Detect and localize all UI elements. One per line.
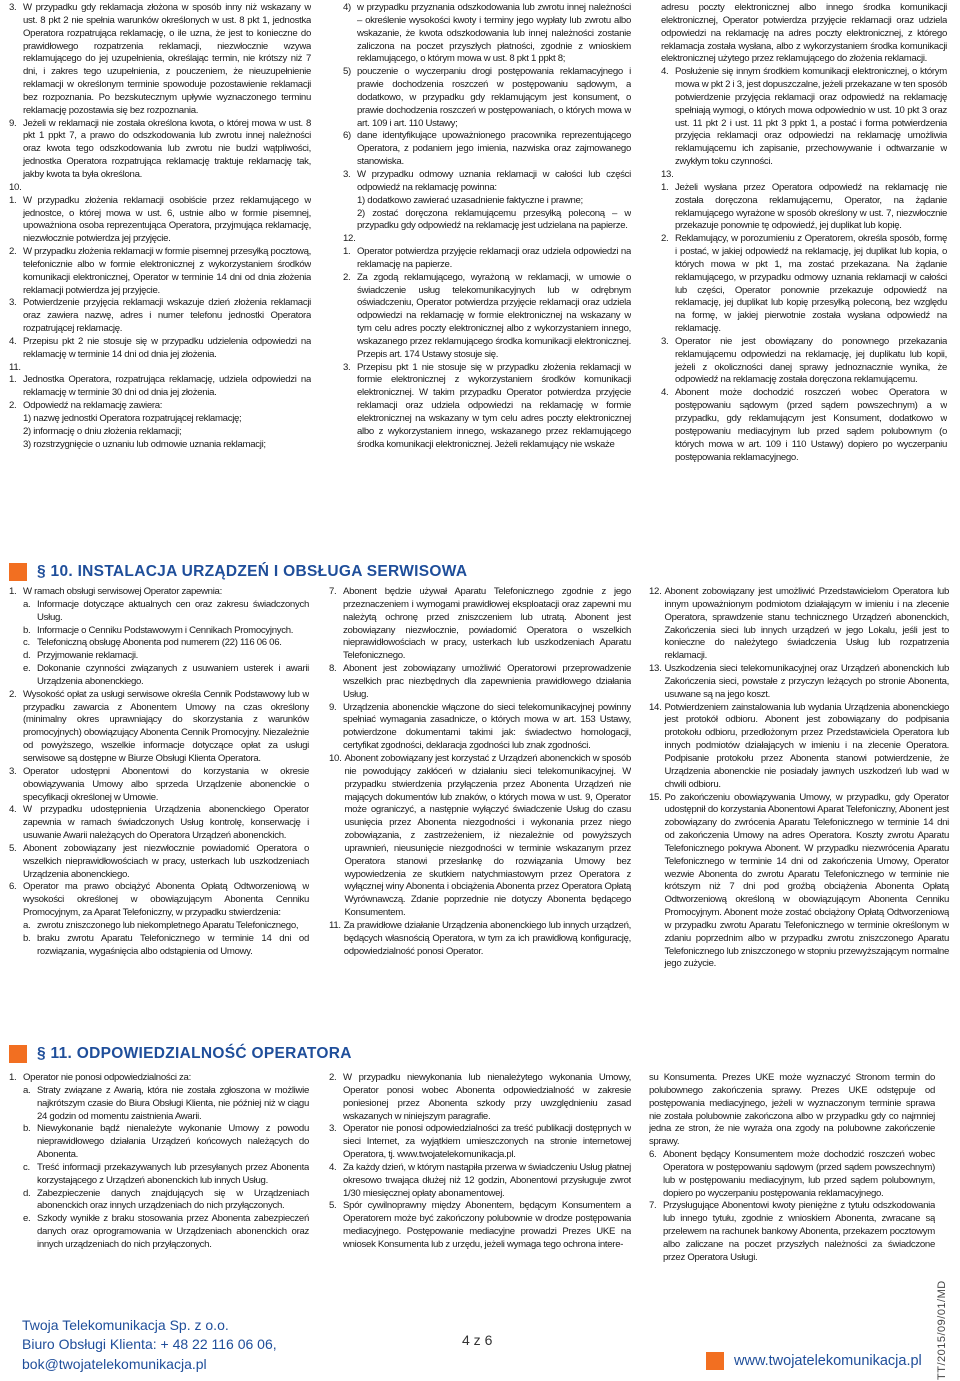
footer-contact — [22, 1316, 277, 1374]
clause-number: 7. — [329, 586, 337, 597]
clause-number: b. — [23, 932, 31, 944]
clause-text: W przypadku udostępnienia Urządzenia abonenckiego Operator zapewnia w ramach świadczonych Usług kontrolę, konserwację i usuwanie Awarii należących do Operatora Urządzeń abonenckich. — [23, 804, 309, 842]
clause-item — [9, 297, 311, 336]
clause-item — [343, 272, 631, 362]
clause-item — [649, 1072, 935, 1149]
clause-text: Jednostka Operatora, rozpatrująca reklamację, udziela odpowiedzi na reklamację w terminie 30 dni od dnia jej złożenia. — [23, 374, 311, 399]
clause-text: adresu poczty elektronicznej albo innego środka komunikacji elektronicznej, Operator potwierdza przyjęcie reklamacji oraz udziela odpowiedzi na reklamację na adres poczty elektronicznej, z którego reklamacja została wysłana, albo z wykorzystaniem środka komunikacji elektronicznej użytego przez reklamującego do złożenia reklamacji. — [661, 2, 947, 65]
clause-text: Operator udostępni Abonentowi do korzystania w okresie obowiązywania Umowy albo sprzeda Urządzenie abonenckie o specyfikacji określonej w Umowie. — [23, 765, 309, 803]
clause-number: 3. — [343, 361, 351, 373]
clause-text: Treść informacji przekazywanych lub przesyłanych przez Abonenta korzystającego z Urządzeń abonenckich lub innych Usług. — [37, 1161, 309, 1186]
clause-text: pouczenie o wyczerpaniu drogi postępowania reklamacyjnego i prawie dochodzenia roszczeń w postępowaniu sądowym, a dodatkowo, w przypadku gdy reklamującym jest konsument, o prawie dochodzenia roszczeń w postępowaniach, o których mowa w art. 109 i art. 110 Ustawy; — [357, 66, 631, 129]
clause-text: w przypadku przyznania odszkodowania lub zwrotu innej należności – określenie wysokości kwoty i terminy jego wypłaty lub zwrotu albo wskazanie, że kwota odszkodowania lub innej należności zostanie zaliczona na poczet przyszłych płatności, zgodnie z wnioskiem reklamującego, o którym mowa w ust. 8 pkt 1 ppkt 8; — [357, 2, 631, 65]
clause-text: Odpowiedź na reklamację zawiera: — [23, 400, 163, 412]
clause-text: dane identyfikujące upoważnionego pracownika reprezentującego Operatora, z podaniem jego imienia, nazwiska oraz zajmowanego stanowiska. — [357, 130, 631, 168]
clause-text: W przypadku złożenia reklamacji osobiście przez reklamującego w jednostce, o której mowa w ust. 6, ustnie albo w formie pisemnej, upoważniona osoba reprezentująca Operatora, przyjmująca reklamację, niezwłocznie potwierdza jej przyjęcie. — [23, 194, 311, 245]
website-link[interactable]: www.twojatelekomunikacja.pl — [734, 1353, 922, 1369]
clause-number — [343, 195, 357, 208]
clause-item — [9, 625, 309, 638]
clause-text: Wysokość opłat za usługi serwisowe określa Cennik Podstawowy lub w przypadku zawarcia z Abonentem Umowy na czas określony (minimalny okres uprawniający do skorzystania z warunków promocyjnych) obowiązujący Abonenta Cennik Promocyjny. Niezależnie od powyższego, wszelkie informacje dotyczące opłat za usługi serwisowe są dostępne w Biurze Obsługi Klienta Operatora. — [23, 688, 309, 764]
clause-number: 1. — [9, 1072, 17, 1083]
clause-number: 4. — [329, 1161, 337, 1173]
clause-number: 2. — [661, 233, 669, 245]
clause-item — [649, 1149, 935, 1200]
clause-number: c. — [23, 1161, 30, 1173]
clause-item — [9, 586, 309, 599]
clause-text: Abonent zobowiązany jest niezwłocznie powiadomić Operatora o wszelkich nieprawidłowościach w pracy, usterkach lub uszkodzeniach Urządzenia abonenckiego. — [23, 842, 309, 880]
clause-item — [343, 169, 631, 195]
clause-item — [9, 195, 311, 246]
clause-text: Dokonanie czynności związanych z usuwaniem usterek i awarii Urządzenia abonenckiego. — [37, 663, 309, 687]
clause-number: 15. — [649, 791, 662, 803]
clause-text: Operator nie ponosi odpowiedzialności za treść publikacji dostępnych w sieci Internet, za wyjątkiem umieszczonych na stronie internetowej Operatora, tj. www.twojatelekomunikacja.pl. — [343, 1123, 631, 1161]
clause-item — [9, 637, 309, 650]
clause-item — [661, 66, 947, 169]
clause-item — [9, 374, 311, 400]
clause-text: Abonent będący Konsumentem może dochodzić roszczeń wobec Operatora w postępowaniu sądowym (przed sądem powszechnym) lub w postępowaniu mediacyjnym, lub przed sądem polubownym, dopiero po wyczerpaniu postępowania reklamacyjnego. — [663, 1149, 935, 1199]
clause-number: 7. — [649, 1200, 657, 1212]
clause-text: Zabezpieczenie danych znajdujących się w Urządzeniach abonenckich oraz innych urządzeniach do nich przyłączonych. — [37, 1187, 309, 1212]
section-10-title: § 10. INSTALACJA URZĄDZEŃ I OBSŁUGA SERWISOWA — [37, 563, 468, 580]
clause-text: W przypadku gdy reklamacja złożona w sposób inny niż wskazany w ust. 8 pkt 2 nie spełnia warunków określonych w ust. 8 pkt 1, jednostka Operatora rozpatrująca reklamację, o ile uzna, że jest to konieczne do prawidłowego rozpatrzenia reklamacji, niezwłocznie wzywa reklamującego do jej uzupełnienia, określając termin, nie krótszy niż 7 dni, i zakres tego uzupełnienia, z pouczeniem, że nieuzupełnienie reklamacji w określonym terminie spowoduje pozostawienie reklamacji bez rozpoznania. Po bezskutecznym upływie wyznaczonego terminu reklamację pozostawia się bez rozpoznania. — [23, 2, 311, 116]
clause-item — [329, 586, 631, 663]
clause-number: c. — [23, 637, 30, 649]
clause-text: 2) informację o dniu złożenia reklamacji; — [23, 425, 182, 437]
clause-text: 3) rozstrzygnięcie o uznaniu lub odmowie uznania reklamacji; — [23, 438, 266, 450]
clause-number: 1. — [343, 246, 351, 258]
clause-number: a. — [23, 1084, 31, 1096]
clause-item — [329, 1200, 631, 1251]
clause-number: 2. — [9, 246, 17, 258]
clause-number — [9, 426, 23, 439]
clause-number: 5. — [329, 1200, 337, 1212]
sec11-col-3 — [649, 1072, 935, 1302]
clause-item — [343, 362, 631, 452]
clause-item — [9, 439, 311, 452]
clause-number: 1. — [9, 374, 17, 386]
clause-text: Jeżeli wysłana przez Operatora odpowiedź na reklamację nie została doręczona reklamującemu, Operator, na żądanie reklamującego wyrażone w sposób określony w ust. 7, niezwłocznie przekazuje ponownie tę odpowiedź, jej duplikat lub kopię. — [675, 181, 947, 232]
section-11-header — [9, 1043, 352, 1065]
top-col-3 — [661, 2, 947, 520]
clause-text — [24, 362, 311, 375]
clause-number: 8. — [329, 663, 337, 675]
clause-number — [343, 208, 357, 234]
document-id: TT/2015/09/01/MD — [936, 1280, 948, 1380]
clause-text: Niewykonanie bądź nienależyte wykonanie Umowy z powodu nieprawidłowego działania Urządzeń końcowych należących do Abonenta. — [37, 1123, 309, 1161]
clause-item — [9, 689, 309, 766]
clause-number: 6. — [9, 881, 17, 893]
clause-text: Posłużenie się innym środkiem komunikacji elektronicznej, o którym mowa w pkt 2 i 3, jest dopuszczalne, jeżeli przekazane w ten sposób potwierdzenie przyjęcia reklamacji oraz odpowiedź na reklamację spełniają wymogi, o których mowa odpowiednio w ust. 10 pkt 3 oraz ust. 11 pkt 2 i ust. 11 pkt 3 ppkt 1, a postać i forma potwierdzenia przyjęcia reklamacji oraz odpowiedzi na reklamację umożliwia reklamującemu ich zapisanie, przechowywanie i odtwarzanie w zwykłym toku czynności. — [675, 66, 947, 168]
clause-number: 5) — [343, 66, 351, 78]
clause-number: 13. — [661, 168, 674, 180]
clause-number: 9. — [9, 117, 17, 129]
clause-item — [9, 1188, 309, 1214]
clause-number: 9. — [329, 701, 337, 713]
clause-item — [343, 66, 631, 130]
clause-number: 2. — [343, 271, 351, 283]
clause-item — [9, 426, 311, 439]
section-marker-square — [9, 1045, 27, 1063]
clause-item — [9, 118, 311, 182]
clause-item — [9, 1123, 309, 1162]
clause-number: 3. — [9, 765, 17, 777]
section-10-body — [0, 586, 960, 1006]
clause-item — [649, 702, 949, 792]
clause-number: 1. — [9, 586, 17, 597]
clause-text: W przypadku złożenia reklamacji w formie pisemnej przesyłką pocztową, telefonicznie albo w formie elektronicznej z wykorzystaniem środków komunikacji elektronicznej, Operator w terminie 14 dni od dnia złożenia reklamacji potwierdza jej przyjęcie. — [23, 246, 311, 296]
footer-email[interactable]: bok@twojatelekomunikacja.pl — [22, 1355, 207, 1372]
clause-item — [9, 1085, 309, 1124]
clause-number: 3. — [9, 2, 17, 13]
clause-item — [9, 881, 309, 920]
clause-text: Telefoniczną obsługę Abonenta pod numerem (22) 116 06 06. — [37, 637, 282, 649]
clause-number: 10. — [9, 181, 22, 193]
sec11-col-2 — [329, 1072, 631, 1302]
clause-text: Przysługujące Abonentowi kwoty pieniężne z tytułu odszkodowania lub innego tytułu, zgodnie z wnioskiem Abonenta, zwracane są przelewem na rachunek bankowy Abonenta, przekazem pocztowym albo zaliczane na poczet przyszłych należności za świadczone przez Operatora Usługi. — [663, 1200, 935, 1263]
clause-text: su Konsumenta. Prezes UKE może wyznaczyć Stronom termin do polubownego zakończenia sprawy. Prezes UKE odstępuje od postępowania mediacyjnego, jeżeli w wyznaczonym terminie sprawa nie została polubownie zakończona albo w przypadku gdy co najmniej jedna ze stron, że nie wyraża ona zgody na polubowne zakończenie sprawy. — [649, 1072, 935, 1148]
clause-item — [9, 1072, 309, 1085]
clause-item — [329, 1072, 631, 1123]
clause-item — [343, 2, 631, 66]
clause-item — [9, 766, 309, 805]
clause-number: e. — [23, 1213, 31, 1225]
clause-text: Za prawidłowe działanie Urządzenia abonenckiego lub innych urządzeń, będących własnością Operatora, w tym za ich prawidłową konfigurację, odpowiedzialność ponosi Operator. — [343, 919, 631, 957]
sec11-col-1 — [9, 1072, 309, 1302]
clause-item — [9, 804, 309, 843]
clause-item — [9, 400, 311, 413]
top-col-2 — [343, 2, 631, 520]
clause-item — [329, 753, 631, 920]
clause-text: W ramach obsługi serwisowej Operator zapewnia: — [23, 586, 222, 597]
section-10-header — [9, 561, 467, 583]
clause-text: Abonent może dochodzić roszczeń wobec Operatora w postępowaniu sądowym (przed sądem powszechnym) a w przypadku, gdy reklamującym jest Konsument, dodatkowo w postępowaniu mediacyjnym lub przed sądem polubownym (o których mowa w art. 109 i 110 Ustawy) dopiero po wyczerpaniu postępowania reklamacyjnego. — [675, 387, 947, 463]
clause-number: 6. — [649, 1149, 657, 1161]
clause-item — [649, 586, 949, 663]
clause-text: Informacje dotyczące aktualnych cen oraz zakresu świadczonych Usług. — [37, 598, 309, 623]
section-marker-square — [9, 563, 27, 581]
clause-number: 3. — [329, 1123, 337, 1135]
sec10-col-2 — [329, 586, 631, 1006]
clause-number: 11. — [9, 361, 21, 373]
clause-number: 11. — [329, 919, 341, 931]
section-11-title: § 11. ODPOWIEDZIALNOŚĆ OPERATORA — [37, 1045, 352, 1062]
clause-item — [329, 920, 631, 959]
clause-text: Jeżeli w reklamacji nie została określona kwota, o której mowa w ust. 8 pkt 1 ppkt 7, a prawo do odszkodowania lub zwrotu innej należności oraz kwota tego odszkodowania lub zwrotu nie budzi wątpliwości, jednostka Operatora rozpatrująca reklamację traktuje reklamację tak, jakby kwota ta była określona. — [23, 117, 311, 180]
clause-item — [649, 663, 949, 702]
clause-number: a. — [23, 598, 31, 610]
clause-text: Przepisu pkt 2 nie stosuje się w przypadku udzielenia odpowiedzi na reklamację w terminie 14 dni od dnia jej złożenia. — [23, 335, 311, 360]
footer-website — [706, 1352, 922, 1370]
clause-number: 2. — [9, 688, 17, 700]
clause-item — [343, 130, 631, 169]
clause-item — [9, 2, 311, 118]
clause-item — [9, 920, 309, 933]
clause-text: braku zwrotu Aparatu Telefonicznego w terminie 14 dni od rozwiązania, wygaśnięcia albo odstąpienia od Umowy. — [37, 932, 309, 957]
clause-number — [9, 439, 23, 452]
clause-text: zwrotu zniszczonego lub niekompletnego Aparatu Telefonicznego, — [37, 919, 299, 931]
clause-text: Informacje o Cenniku Podstawowym i Cennikach Promocyjnych. — [37, 624, 294, 636]
clause-text — [676, 169, 947, 182]
clause-text: 2) zostać doręczona reklamującemu przesyłką poleconą – w przypadku gdy odpowiedź na reklamację jest udzielana na papierze. — [357, 207, 631, 232]
clause-number: 12. — [343, 233, 356, 245]
clause-text: Spór cywilnoprawny między Abonentem, będącym Konsumentem a Operatorem może być zakończony polubownie w drodze postępowania mediacyjnego. Postępowanie mediacyjne prowadzi Prezes UKE na wniosek Konsumenta lub z urzędu, jeżeli wymaga tego ochrona intere- — [343, 1200, 631, 1250]
clause-number: e. — [23, 663, 31, 675]
clause-text: Operator nie jest obowiązany do ponownego przekazania reklamującemu odpowiedzi na reklamację, jej duplikatu lub kopii, jeżeli z okoliczności danej sprawy jednoznacznie wynika, że odpowiedź na reklamację została doręczona reklamującemu. — [675, 335, 947, 386]
clause-text — [358, 233, 631, 246]
clause-number: 12. — [649, 586, 662, 597]
clause-number: 1. — [661, 181, 669, 193]
clause-item — [9, 663, 309, 689]
clause-number: 4. — [661, 387, 669, 399]
clause-text: 1) dodatkowo zawierać uzasadnienie faktyczne i prawne; — [357, 194, 583, 206]
clause-item — [343, 208, 631, 234]
clause-item — [9, 336, 311, 362]
clause-number: 13. — [649, 663, 662, 675]
clause-text: Abonent będzie używał Aparatu Telefonicznego zgodnie z jego przeznaczeniem i wymogami prawidłowej eksploatacji oraz zapewni mu należytą ochronę przed zniszczeniem lub utratą. Abonent jest zobowiązany niezwłocznie, powiadomić Operatora o wszelkich nieprawidłowościach w pracy, usterkach lub uszkodzeniach Aparatu Telefonicznego. — [343, 586, 631, 662]
clause-text: Uszkodzenia sieci telekomunikacyjnej oraz Urządzeń abonenckich lub Zakończenia sieci, powstałe z przyczyn leżących po stronie Abonenta, usuwane są na jego koszt. — [664, 663, 949, 700]
clause-number: 14. — [649, 701, 662, 713]
clause-number: 2. — [329, 1072, 337, 1083]
clause-item — [329, 1162, 631, 1201]
clause-number — [9, 413, 23, 426]
footer-hotline: Biuro Obsługi Klienta: + 48 22 116 06 06, — [22, 1336, 277, 1353]
clause-text: W przypadku niewykonania lub nienależytego wykonania Umowy, Operator ponosi wobec Abonenta odpowiedzialność w zakresie poniesionej przez Abonenta szkody przy uwzględnieniu zasad wskazanych w niniejszym paragrafie. — [343, 1072, 631, 1122]
clause-item — [9, 362, 311, 375]
clause-item — [9, 650, 309, 663]
clause-number: 3. — [9, 297, 17, 309]
clause-text: Za każdy dzień, w którym nastąpiła przerwa w świadczeniu Usług płatnej okresowo trwająca dłużej niż 12 godzin, Abonentowi przysługuje zwrot 1/30 miesięcznej opłaty abonamentowej. — [343, 1161, 631, 1199]
clause-item — [661, 169, 947, 182]
clause-number: 4. — [661, 66, 669, 78]
section-11-body — [0, 1072, 960, 1302]
clause-text: 1) nazwę jednostki Operatora rozpatrującej reklamację; — [23, 413, 242, 424]
clause-item — [343, 195, 631, 208]
clause-text: Przepisu pkt 1 nie stosuje się w przypadku złożenia reklamacji w formie elektronicznej z wykorzystaniem środków komunikacji elektronicznej. W takim przypadku Operator potwierdza przyjęcie reklamacji oraz udziela odpowiedzi na reklamację w formie elektronicznej na wskazany w tym celu adres poczty elektronicznej albo z wykorzystaniem innego, wskazanego przez reklamującego środka komunikacji elektronicznej. Jeżeli reklamujący nie wskaże — [357, 361, 631, 450]
clause-number: 4. — [9, 335, 17, 347]
clause-item — [9, 413, 311, 426]
clause-text: Straty związane z Awarią, która nie została zgłoszona w możliwie najkrótszym czasie do Biura Obsługi Klienta, nie później niż w ciągu 24 godzin od momentu zaistnienia Awarii. — [37, 1084, 309, 1122]
clause-text: Abonent zobowiązany jest umożliwić Przedstawicielom Operatora lub innym upoważnionym podmiotom działającym w imieniu i na zlecenie Operatora, sprawdzenie stanu technicznego Urządzeń abonenckich, Zakończenia sieci lub innych urządzeń w jego Lokalu, jeśli jest to konieczne do należytego świadczenia Usług lub rozpatrzenia reklamacji. — [664, 586, 949, 662]
clause-item — [9, 933, 309, 959]
clause-item — [343, 246, 631, 272]
sec10-col-1 — [9, 586, 309, 1006]
clause-text: Potwierdzenie przyjęcia reklamacji wskazuje dzień złożenia reklamacji oraz zawiera nazwę, adres i numer telefonu jednostki Operatora rozpatrującej reklamację. — [23, 297, 311, 335]
clause-text: Abonent zobowiązany jest korzystać z Urządzeń abonenckich w sposób nie powodujący zakłóceń w działaniu sieci telekomunikacyjnej. W przypadku stwierdzenia przyłączenia przez Abonenta Urządzeń nie mających dokumentów lub znaków, o których mowa w ust. 9, Operator może ograniczyć, a następnie wyłączyć świadczenie Usług do czasu usunięcia przez Abonenta niezgodności i wykonania przez niego zobowiązania, z zastrzeżeniem, iż niezależnie od powyższych uprawnień, nieusunięcie niezgodności w terminie wskazanym przez Operatora stanowi przesłankę do rozwiązania Umowy bez wypowiedzenia ze skutkiem natychmiastowym przez Operatora z wyłącznej winy Abonenta i obciążenia Abonenta przez Operatora Opłatą Wyrównawczą. Zdanie poprzednie nie dotyczy Abonenta będącego Konsumentem. — [344, 752, 631, 919]
clause-item — [661, 336, 947, 387]
page-number: 4 z 6 — [462, 1332, 493, 1348]
clause-item — [9, 1162, 309, 1188]
clause-item — [329, 702, 631, 753]
clause-number: 10. — [329, 752, 342, 764]
clause-item — [329, 663, 631, 702]
sec10-col-3 — [649, 586, 949, 1006]
clause-text: Operator potwierdza przyjęcie reklamacji oraz udziela odpowiedzi na reklamację na papierze. — [357, 246, 631, 270]
clause-text: Operator ma prawo obciążyć Abonenta Opłatą Odtworzeniową w wysokości określonej w obowiązującym Abonenta Cenniku Promocyjnym, za Aparat Telefoniczny, w przypadku stwierdzenia: — [23, 881, 309, 919]
top-col-1 — [9, 2, 311, 520]
clause-text: Abonent jest zobowiązany umożliwić Operatorowi przeprowadzenie wszelkich prac niezbędnych dla zapewnienia prawidłowego działania Usług. — [343, 663, 631, 700]
clause-item — [9, 1213, 309, 1252]
clause-number: 1. — [9, 194, 17, 206]
clause-text: Operator nie ponosi odpowiedzialności za: — [23, 1072, 191, 1083]
clause-number: 2. — [9, 400, 17, 412]
clause-item — [343, 233, 631, 246]
clause-text: Potwierdzeniem zainstalowania lub wydania Urządzenia abonenckiego jest protokół odbioru. Abonent jest zobowiązany do podpisania protokołu odbioru, przedłożonym przez Przedstawiciela Operatora lub innych podmiotów działających w imieniu i na zlecenie Operatora. Podpisanie protokołu przez Abonenta stanowi potwierdzenie, że Urządzenia abonenckie nie posiadały jawnych uszkodzeń lub wad w chwili odbioru. — [664, 701, 949, 790]
clause-number: 3. — [661, 335, 669, 347]
top-section — [0, 0, 960, 520]
clause-number: d. — [23, 1187, 31, 1199]
clause-text: Reklamujący, w porozumieniu z Operatorem, określa sposób, formę i postać, w jakiej odpowiedź na reklamację, jej duplikat lub kopia, o których mowa w pkt 1, ma zostać przekazana. Na żądanie reklamującego, w przypadku odmowy uznania reklamacji w całości lub części, Operator ponownie przekazuje odpowiedź na reklamację, jej duplikat lub kopię przesyłką poleconą, bez względu na formę, w jakiej pierwotnie została wysłana odpowiedź na reklamację. — [675, 233, 947, 335]
clause-item — [661, 182, 947, 233]
clause-item — [9, 246, 311, 297]
clause-item — [661, 387, 947, 464]
clause-number: b. — [23, 624, 31, 636]
clause-item — [649, 1200, 935, 1264]
clause-number: 4. — [9, 804, 17, 816]
clause-number: d. — [23, 650, 31, 662]
clause-text — [24, 182, 311, 195]
brand-square-icon — [706, 1352, 724, 1370]
clause-item — [9, 843, 309, 882]
clause-number: 4) — [343, 2, 351, 13]
clause-item — [9, 182, 311, 195]
clause-text: Szkody wynikłe z braku stosowania przez Abonenta zabezpieczeń danych oraz oprogramowania w Urządzeniach abonenckich oraz innych urządzeniach do nich przyłączonych. — [37, 1213, 309, 1250]
clause-item — [661, 233, 947, 336]
clause-item — [649, 792, 949, 972]
clause-number: 5. — [9, 842, 17, 854]
clause-number: 6) — [343, 130, 351, 142]
clause-item — [9, 599, 309, 625]
clause-item — [661, 2, 947, 66]
clause-number: 3. — [343, 168, 351, 180]
clause-text: W przypadku odmowy uznania reklamacji w całości lub części odpowiedź na reklamację powinna: — [357, 168, 631, 193]
clause-number: a. — [23, 919, 31, 931]
clause-text: Za zgodą reklamującego, wyrażoną w reklamacji, w umowie o świadczenie usług telekomunikacyjnych lub w odrębnym oświadczeniu, Operator potwierdza przyjęcie reklamacji oraz udziela odpowiedzi na reklamację w formie elektronicznej na wskazany w tym celu adres poczty elektronicznej albo z wykorzystaniem innego, wskazanego przez reklamującego środka komunikacji elektronicznej. Przepis art. 174 Ustawy stosuje się. — [357, 271, 631, 360]
clause-number: b. — [23, 1123, 31, 1135]
footer-company: Twoja Telekomunikacja Sp. z o.o. — [22, 1317, 229, 1333]
clause-text: Przyjmowanie reklamacji. — [37, 650, 139, 662]
clause-text: Urządzenia abonenckie włączone do sieci telekomunikacyjnej powinny spełniać wymagania zasadnicze, o których mowa w art. 153 Ustawy, potwierdzone dokumentami takimi jak: świadectwo homologacji, certyfikat zgodności, deklaracja zgodności lub znak zgodności. — [343, 701, 631, 752]
clause-text: Po zakończeniu obowiązywania Umowy, w przypadku, gdy Operator udostępnił do korzystania Abonentowi Aparat Telefoniczny, Abonent jest zobowiązany do zwrócenia Aparatu Telefonicznego w terminie 14 dni od zakończenia Umowy na adres Operatora. Koszty zwrotu Aparatu Telefonicznego pokrywa Abonent. W przypadku niezwrócenia Aparatu Telefonicznego w terminie 14 dni od zakończenia Umowy, Operator wezwie Abonenta do zwrotu Aparatu Telefonicznego w terminie nie krótszym niż 7 dni pod groźbą obciążenia Abonenta Opłatą Odtworzeniową określoną w obowiązującym Abonenta Cenniku Promocyjnym. Abonent może zostać obciążony Opłatą Odtworzeniową w przypadku zwrotu Aparatu Telefonicznego w terminie określonym w zdaniu poprzednim albo w przypadku zwrotu zniszczonego Aparatu Telefonicznego lub zniszczonego w stopniu przewyższającym normalne jego zużycie. — [664, 791, 949, 970]
clause-item — [329, 1123, 631, 1162]
